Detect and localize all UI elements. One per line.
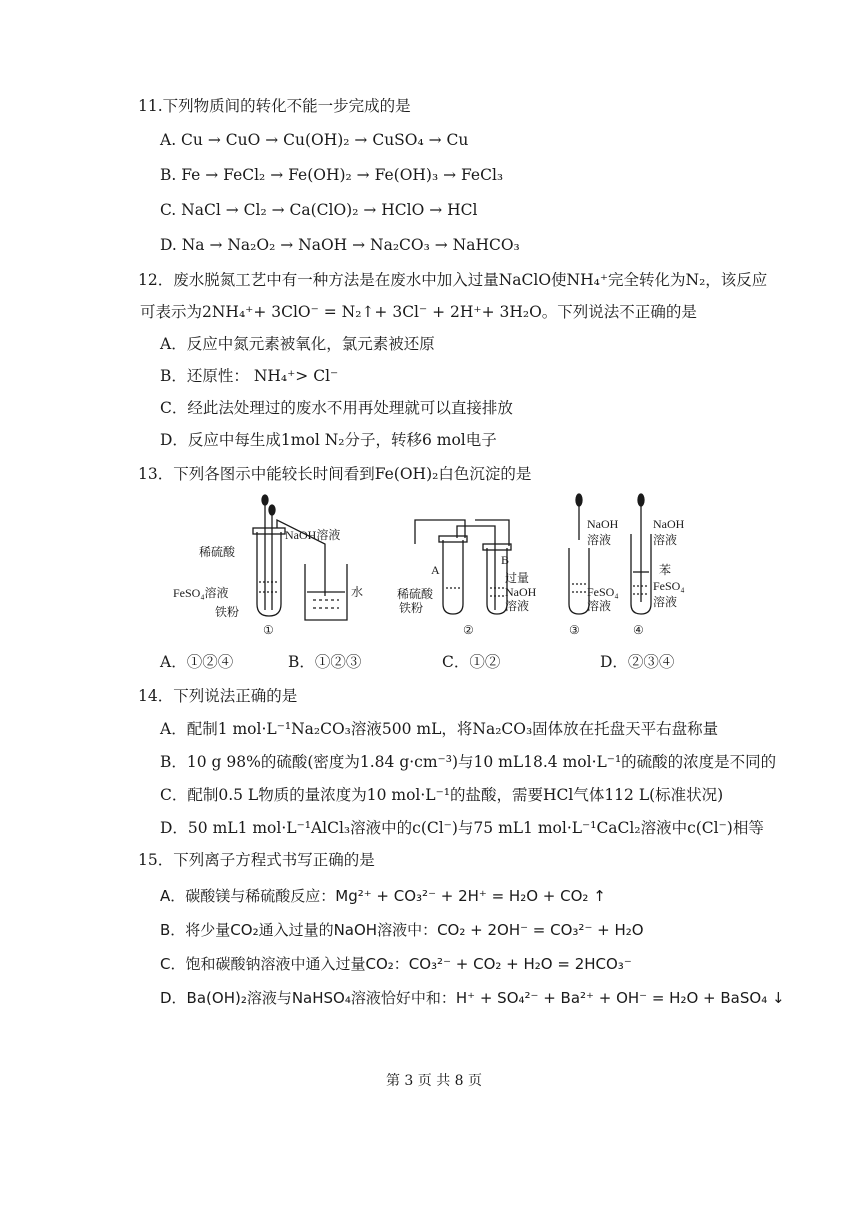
- q12-option-d: D．反应中每生成1mol N₂分子，转移6 mol电子: [160, 431, 497, 449]
- q11-stem: 11.下列物质间的转化不能一步完成的是: [138, 97, 411, 115]
- q15-option-b: B．将少量CO₂通入过量的NaOH溶液中：CO₂ + 2OH⁻ = CO₃²⁻ + H₂O: [160, 921, 644, 939]
- q14-option-d: D．50 mL1 mol·L⁻¹AlCl₃溶液中的c(Cl⁻)与75 mL1 mol·L⁻¹CaCl₂溶液中c(Cl⁻)相等: [160, 819, 764, 837]
- q13-option-c: C．①②: [442, 653, 501, 671]
- f1-label-naoh: NaOH溶液: [285, 528, 341, 542]
- q14-option-c: C．配制0.5 L物质的量浓度为10 mol·L⁻¹的盐酸，需要HCl气体112 L(标准状况): [160, 786, 724, 804]
- q13-stem: 13．下列各图示中能较长时间看到Fe(OH)₂白色沉淀的是: [138, 465, 532, 483]
- f3-number: ③: [569, 623, 580, 637]
- f2-label-excess: 过量: [505, 571, 530, 585]
- f3-label-naoh: NaOH: [587, 517, 619, 531]
- page-footer: 第 3 页 共 8 页: [385, 1073, 483, 1089]
- f3-label-sol: 溶液: [587, 533, 612, 547]
- apparatus-diagram: [165, 492, 710, 652]
- q11-option-c: C. NaCl → Cl₂ → Ca(ClO)₂ → HClO → HCl: [160, 201, 478, 219]
- q15-option-d: D．Ba(OH)₂溶液与NaHSO₄溶液恰好中和：H⁺ + SO₄²⁻ + Ba²⁺ + OH⁻ = H₂O + BaSO₄ ↓: [160, 989, 785, 1007]
- f3-test-tube: [569, 548, 589, 614]
- f3-label-feso4: FeSO₄: [587, 585, 619, 599]
- f2-number: ②: [463, 623, 474, 637]
- f2-label-naoh: NaOH: [505, 585, 537, 599]
- q11-option-d: D. Na → Na₂O₂ → NaOH → Na₂CO₃ → NaHCO₃: [160, 236, 520, 254]
- q13-apparatus-figure: [165, 492, 710, 652]
- q12-stem-line2: 可表示为2NH₄⁺+ 3ClO⁻ = N₂↑+ 3Cl⁻ + 2H⁺+ 3H₂O。下列说法不正确的是: [140, 303, 697, 321]
- f4-label-sol2: 溶液: [653, 595, 678, 609]
- f4-label-benzene: 苯: [659, 563, 672, 577]
- q13-option-b: B．①②③: [288, 653, 362, 671]
- f1-label-water: 水: [351, 585, 364, 599]
- q14-option-a: A．配制1 mol·L⁻¹Na₂CO₃溶液500 mL，将Na₂CO₃固体放在托盘天平右盘称量: [160, 720, 719, 738]
- f1-stopper: [253, 528, 285, 534]
- q11-option-a: A. Cu → CuO → Cu(OH)₂ → CuSO₄ → Cu: [160, 131, 469, 149]
- q15-option-c: C．饱和碳酸钠溶液中通入过量CO₂：CO₃²⁻ + CO₂ + H₂O = 2HCO₃⁻: [160, 955, 632, 973]
- f2-label-fe: 铁粉: [399, 601, 424, 615]
- f3-label-sol2: 溶液: [587, 599, 612, 613]
- f2-label-b: B: [501, 553, 510, 567]
- q15-stem: 15．下列离子方程式书写正确的是: [138, 851, 375, 869]
- q15-option-a: A．碳酸镁与稀硫酸反应：Mg²⁺ + CO₃²⁻ + 2H⁺ = H₂O + CO₂ ↑: [160, 887, 606, 905]
- f2-label-sol: 溶液: [505, 599, 530, 613]
- f1-number: ①: [263, 623, 274, 637]
- q14-option-b: B．10 g 98%的硫酸(密度为1.84 g·cm⁻³)与10 mL18.4 mol·L⁻¹的硫酸的浓度是不同的: [160, 753, 777, 771]
- q14-stem: 14．下列说法正确的是: [138, 687, 298, 705]
- f4-number: ④: [633, 623, 644, 637]
- q13-option-a: A．①②④: [160, 653, 234, 671]
- f1-label-fe: 铁粉: [215, 605, 240, 619]
- q12-option-c: C．经此法处理过的废水不用再处理就可以直接排放: [160, 399, 513, 417]
- f2-label-a: A: [431, 563, 440, 577]
- f1-test-tube: [257, 532, 281, 616]
- f4-label-naoh: NaOH: [653, 517, 685, 531]
- f1-label-feso4: FeSO₄溶液: [173, 586, 229, 600]
- f1-label-acid: 稀硫酸: [199, 545, 236, 559]
- f2-label-acid: 稀硫酸: [397, 587, 434, 601]
- f4-label-feso4: FeSO₄: [653, 579, 685, 593]
- q12-stem-line1: 12．废水脱氮工艺中有一种方法是在废水中加入过量NaClO使NH₄⁺完全转化为N₂，该反应: [138, 271, 768, 289]
- q12-option-a: A．反应中氮元素被氧化，氯元素被还原: [160, 335, 435, 353]
- f4-label-sol: 溶液: [653, 533, 678, 547]
- f2-tube-a: [443, 540, 463, 614]
- q12-option-b: B．还原性： NH₄⁺> Cl⁻: [160, 367, 339, 385]
- q13-option-d: D．②③④: [600, 653, 675, 671]
- q11-option-b: B. Fe → FeCl₂ → Fe(OH)₂ → Fe(OH)₃ → FeCl₃: [160, 166, 504, 184]
